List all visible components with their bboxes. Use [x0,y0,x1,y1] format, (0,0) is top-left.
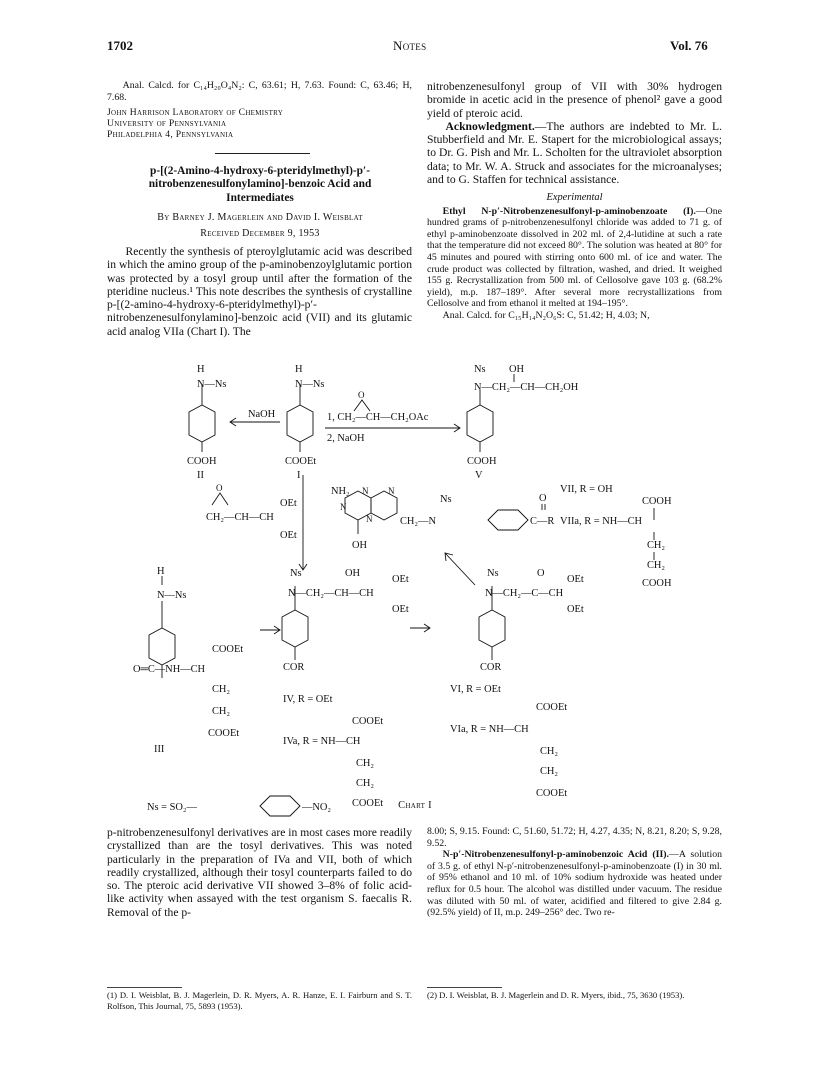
chem-label: COOEt [212,644,244,655]
chem-label: N—CH₂—CH—CH₂OH [474,382,579,393]
chem-label: OEt [567,604,584,615]
left-column-bottom [107,826,412,919]
anal-line: Anal. Calcd. for C₁₄H₂₀O₄N₂: C, 63.61; H, 7.63. Found: C, 63.46; H, 7.68. [107,80,412,103]
chem-label: OEt [280,498,297,509]
chem-label: OEt [392,574,409,585]
compound-number: V [475,470,483,481]
ns-definition: Ns = SO₂— [147,802,197,813]
benzene-ring-II [189,405,215,442]
ns-definition: —NO₂ [302,802,332,813]
footnote-1: (1) D. I. Weisblat, B. J. Magerlein, D. R. Myers, A. R. Hanze, E. I. Fairburn and S. T. Rolfson, This Journal, 75, 5893 (1953). [107,990,412,1011]
chem-label: COOEt [285,456,317,467]
reagent-label: 1, CH₂—CH—CH₂OAc [327,412,429,423]
chem-label: N [362,486,369,496]
chem-label: N [388,486,395,496]
chem-label: COOEt [352,798,384,809]
chem-label: CH₂—CH—CH [206,512,274,523]
divider [215,153,310,154]
chem-label: COOEt [208,728,240,739]
chem-label: H [197,364,205,375]
benzene-ring-III [149,628,175,665]
left-column-top [107,80,412,140]
chem-label: N [366,514,373,524]
chem-label: COOH [642,578,672,589]
chem-label: O═C—NH—CH [133,664,206,675]
chem-label: CH₂ [540,746,559,757]
chem-label: OEt [280,530,297,541]
byline: By Barney J. Magerlein and David I. Weisblat [157,212,363,224]
exp1-text: —One hundred grams of p-nitrobenzenesulfonyl chloride was added to 71 g. of ethyl p-aminobenzoate dissolved in 202 ml. of 2,4-lutidine at such a rate that the temperature did not exceed 80°. The solution was heated at 80° for 45 minutes and poured with stirring onto 600 ml. of ice and water. The crude product was collected by filtration, washed, and dried. It weighed 155 g. Recrystallization from 500 ml. of Cellosolve gave 103 g. (68.2% yield), m.p. 187–189°. After several more recrystallizations from Cellosolve and from ethanol it melted at 194–195°. [427,205,722,310]
affiliation [107,107,412,140]
chem-label: Ns [440,494,452,505]
volume-label: Vol. 76 [670,38,708,53]
article-title: p-[(2-Amino-4-hydroxy-6-pteridylmethyl)-p′-nitrobenzenesulfonylamino]-benzoic Acid and Intermediates [148,165,372,204]
chem-label: CH₂ [647,560,666,571]
benzene-ring-VII [488,510,528,530]
footnote-rule [107,987,182,988]
experimental-heading: Experimental [546,192,603,204]
benzene-ring-V [467,405,493,442]
received-date: Received December 9, 1953 [200,227,320,239]
affiliation-line: University of Pennsylvania [107,118,227,130]
reagent-label: O [358,390,365,400]
affiliation-line: John Harrison Laboratory of Chemistry [107,107,284,119]
compound-label: VIIa, R = NH—CH [560,516,643,527]
chem-label: H [295,364,303,375]
footnote-rule [427,987,502,988]
chem-label: N [340,502,347,512]
compound-label: VII, R = OH [560,484,613,495]
chem-label: CH₂ [356,778,375,789]
bottom-paragraph: p-nitrobenzenesulfonyl derivatives are in most cases more readily crystallized than are the tosyl derivatives. This was noted particularly in the preparation of IVa and VII, both of which readily crystallized, although their tosyl counterparts failed to do so. The pteroic acid derivative VII showed 3–8% of folic acid-like activity when assayed with the test organism S. faecalis R. Removal of the p- [107,826,412,919]
chem-label: O [216,483,223,493]
intro-paragraph-block [107,245,412,338]
chart-scheme [100,360,727,820]
chem-label: CH₂ [540,766,559,777]
acknowledgment-text: —The authors are indebted to Mr. L. Stubberfield and Mr. E. Stapert for the microbiological assays; to Dr. G. Pish and Mr. L. Scholten for the ultraviolet absorption data; to Mr. W. A. Struck and associates for the microanalyses; and to G. Staffen for technical assistance. [427,119,722,187]
acknowledgment-heading: Acknowledgment. [445,119,535,133]
chem-label: CH₂ [212,684,231,695]
right-column-top [427,80,722,322]
chem-label: OH [345,568,361,579]
chem-label: COOEt [352,716,384,727]
chem-label: COOH [187,456,217,467]
chem-label: OEt [392,604,409,615]
compound-number: III [154,744,165,755]
chem-label: CH₂ [212,706,231,717]
chem-label: N—Ns [295,379,325,390]
continuation-paragraph: 8.00; S, 9.15. Found: C, 51.60, 51.72; H, 4.27, 4.35; N, 8.21, 8.20; S, 9.28, 9.52. [427,826,722,849]
chem-label: COR [480,662,502,673]
affiliation-line: Philadelphia 4, Pennsylvania [107,129,234,141]
chem-label: C—R [530,516,555,527]
chem-label: COOH [642,496,672,507]
benzene-ring-I [287,405,313,442]
reagent-label: 2, NaOH [327,433,365,444]
compound-label: VI, R = OEt [450,684,501,695]
exp1-anal: Anal. Calcd. for C₁₅H₁₄N₂O₆S: C, 51.42; H, 4.03; N, [442,310,650,322]
chem-label: COOEt [536,702,568,713]
top-paragraph: nitrobenzenesulfonyl group of VII with 30% hydrogen bromide in acetic acid in the presence of phenol² gave a good yield of pteroic acid. [427,80,722,120]
chem-label: COOEt [536,788,568,799]
benzene-ring-ns [260,796,300,816]
chem-label: H [157,566,165,577]
chem-label: Ns [290,568,302,579]
chem-label: N—Ns [197,379,227,390]
compound-label: IV, R = OEt [283,694,333,705]
page-number: 1702 [107,38,133,53]
compound-label: IVa, R = NH—CH [283,736,361,747]
chem-label: COR [283,662,305,673]
chart-caption: Chart I [398,800,432,811]
compound-number: II [197,470,204,481]
chem-label: O [539,493,547,504]
chem-label: N—CH₂—CH—CH [288,588,374,599]
compound-label: VIa, R = NH—CH [450,724,529,735]
compound-number: I [297,470,301,481]
chem-label: COOH [467,456,497,467]
right-column-bottom [427,826,722,919]
chem-label: OH [509,364,525,375]
chem-label: CH₂ [356,758,375,769]
chem-label: NH₂ [331,486,350,497]
chem-label: CH₂—N [400,516,436,527]
exp2-text: —A solution of 3.5 g. of ethyl N-p′-nitrobenzenesulfonyl-p-aminobenzoate (I) in 30 ml. of 95% ethanol and 10 ml. of 10% sodium hydroxide was heated under reflux for 0.5 hour. The alcohol was distilled under vacuum. The residue was diluted with 50 ml. of water, acidified and filtered to give 2.84 g. (92.5% yield) of II, m.p. 249–256° dec. Two re- [427,849,722,919]
benzene-ring-VI [479,610,505,647]
intro-paragraph: Recently the synthesis of pteroylglutamic acid was described in which the amino group of the p-aminobenzoylglutamic portion was protected by a tosyl group until after the formation of the pteridine nucleus.¹ This note describes the synthesis of crystalline p-[(2-amino-4-hydroxy-6-pteridylmethyl)-p′-nitrobenzenesulfonylamino]-benzoic acid (VII) and its glutamic acid analog VIIa (Chart I). The [107,245,412,338]
chem-label: N—CH₂—C—CH [485,588,564,599]
chem-label: Ns [474,364,486,375]
chem-label: N—Ns [157,590,187,601]
chem-label: OH [352,540,368,551]
benzene-ring-IV [282,610,308,647]
chem-label: CH₂ [647,540,666,551]
chem-label: OEt [567,574,584,585]
exp2-heading: N-p′-Nitrobenzenesulfonyl-p-aminobenzoic Acid (II). [442,849,670,861]
exp1-heading: Ethyl N-p′-Nitrobenzenesulfonyl-p-aminobenzoate (I). [442,205,696,217]
footnote-2: (2) D. I. Weisblat, B. J. Magerlein and D. R. Myers, ibid., 75, 3630 (1953). [427,990,685,1000]
reagent-label: NaOH [248,409,276,420]
chem-label: Ns [487,568,499,579]
article-head [110,165,410,240]
chem-label: O [537,568,545,579]
running-header: Notes [393,38,427,53]
